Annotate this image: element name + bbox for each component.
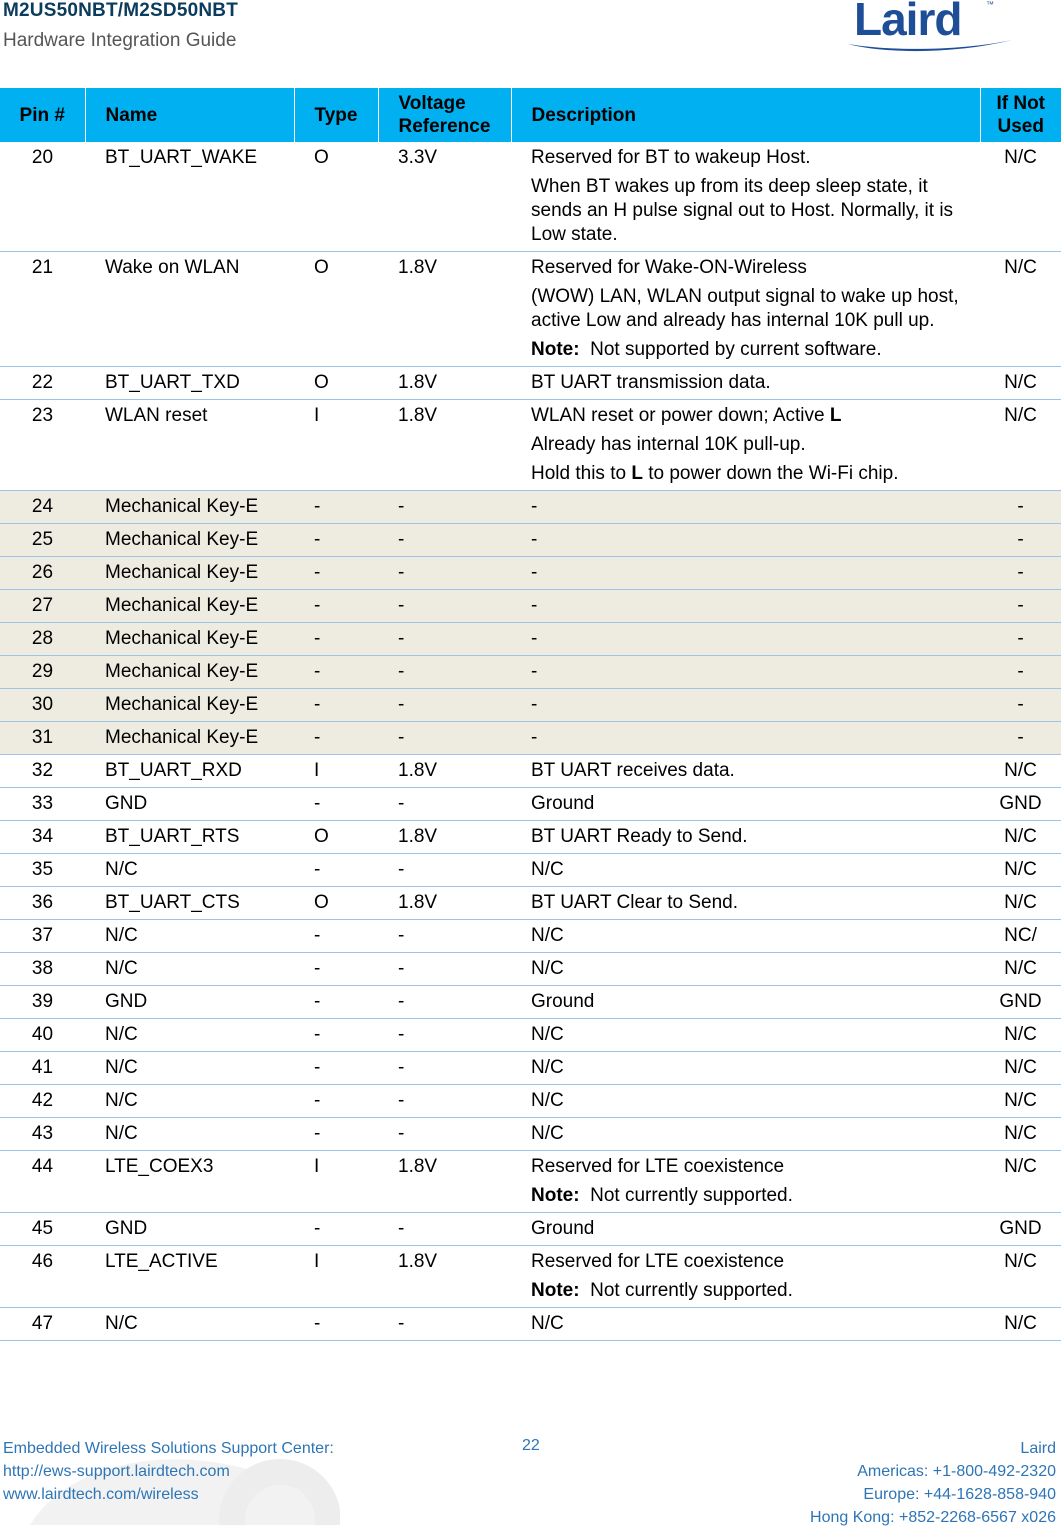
cell-type: - (294, 557, 378, 590)
cell-voltage: 1.8V (378, 887, 511, 920)
cell-if-not-used: N/C (980, 887, 1061, 920)
cell-type: - (294, 788, 378, 821)
table-row (0, 1246, 1061, 1308)
cell-description (511, 953, 980, 986)
cell-type: - (294, 590, 378, 623)
cell-voltage: 1.8V (378, 1246, 511, 1308)
page-number: 22 (522, 1437, 540, 1454)
col-header-if-not-used: If Not Used (980, 88, 1061, 142)
cell-type: O (294, 367, 378, 400)
cell-description (511, 755, 980, 788)
cell-description (511, 689, 980, 722)
cell-description (511, 491, 980, 524)
cell-name: Mechanical Key-E (85, 722, 294, 755)
cell-if-not-used: N/C (980, 367, 1061, 400)
cell-if-not-used: N/C (980, 1151, 1061, 1213)
desc-line: - (531, 562, 538, 583)
document-title: M2US50NBT/M2SD50NBT (3, 0, 239, 21)
table-row (0, 252, 1061, 367)
cell-if-not-used: - (980, 491, 1061, 524)
cell-pin: 43 (0, 1118, 85, 1151)
cell-name: Mechanical Key-E (85, 590, 294, 623)
footer-europe: Europe: +44-1628-858-940 (863, 1486, 1056, 1503)
cell-if-not-used: N/C (980, 1308, 1061, 1341)
cell-pin: 45 (0, 1213, 85, 1246)
cell-name: N/C (85, 1308, 294, 1341)
footer-right (810, 1437, 1056, 1529)
cell-name: GND (85, 986, 294, 1019)
table-row (0, 689, 1061, 722)
desc-line: BT UART receives data. (531, 760, 735, 781)
cell-description (511, 1213, 980, 1246)
table-row (0, 1085, 1061, 1118)
cell-if-not-used: GND (980, 986, 1061, 1019)
table-row (0, 1019, 1061, 1052)
desc-line: Reserved for LTE coexistence (531, 1251, 785, 1272)
cell-voltage: - (378, 623, 511, 656)
desc-line: Reserved for Wake-ON-Wireless (531, 257, 807, 278)
desc-line (531, 462, 980, 486)
cell-voltage: 1.8V (378, 400, 511, 491)
desc-line: N/C (531, 1024, 564, 1045)
desc-line: Ground (531, 793, 595, 814)
col-header-name: Name (85, 88, 294, 142)
cell-type: - (294, 491, 378, 524)
desc-line: - (531, 595, 538, 616)
cell-if-not-used: N/C (980, 142, 1061, 252)
footer-americas: Americas: +1-800-492-2320 (857, 1463, 1056, 1480)
note-text: Not currently supported. (590, 1185, 793, 1206)
pin-table (0, 88, 1061, 1341)
cell-voltage: - (378, 524, 511, 557)
cell-voltage: 1.8V (378, 1151, 511, 1213)
table-row (0, 623, 1061, 656)
cell-if-not-used: - (980, 524, 1061, 557)
cell-type: O (294, 142, 378, 252)
cell-name: Mechanical Key-E (85, 524, 294, 557)
cell-pin: 22 (0, 367, 85, 400)
cell-pin: 27 (0, 590, 85, 623)
cell-voltage: - (378, 788, 511, 821)
cell-description (511, 400, 980, 491)
cell-type: O (294, 821, 378, 854)
cell-description (511, 1118, 980, 1151)
cell-if-not-used: - (980, 656, 1061, 689)
cell-type: I (294, 400, 378, 491)
cell-type: - (294, 986, 378, 1019)
desc-line: Already has internal 10K pull-up. (531, 434, 806, 455)
cell-name: N/C (85, 1052, 294, 1085)
footer-hongkong: Hong Kong: +852-2268-6567 x026 (810, 1509, 1056, 1526)
cell-type: - (294, 1213, 378, 1246)
logo-trademark: ™ (986, 0, 994, 9)
table-header-row (0, 88, 1061, 142)
cell-if-not-used: - (980, 722, 1061, 755)
cell-name: Mechanical Key-E (85, 689, 294, 722)
cell-name: Mechanical Key-E (85, 491, 294, 524)
cell-name: Mechanical Key-E (85, 656, 294, 689)
cell-voltage: - (378, 986, 511, 1019)
desc-line: N/C (531, 958, 564, 979)
cell-pin: 32 (0, 755, 85, 788)
desc-line (531, 405, 841, 426)
desc-line: Ground (531, 1218, 595, 1239)
cell-description (511, 1052, 980, 1085)
cell-description (511, 252, 980, 367)
cell-if-not-used: N/C (980, 252, 1061, 367)
col-header-pin: Pin # (0, 88, 85, 142)
cell-description (511, 656, 980, 689)
cell-description (511, 986, 980, 1019)
cell-voltage: - (378, 1019, 511, 1052)
cell-voltage: 1.8V (378, 367, 511, 400)
cell-pin: 24 (0, 491, 85, 524)
cell-voltage: - (378, 953, 511, 986)
desc-note (531, 1279, 980, 1303)
cell-voltage: - (378, 1308, 511, 1341)
cell-name: N/C (85, 1085, 294, 1118)
cell-voltage: - (378, 920, 511, 953)
table-row (0, 854, 1061, 887)
logo-text: Laird (854, 0, 962, 45)
cell-description (511, 557, 980, 590)
desc-line: (WOW) LAN, WLAN output signal to wake up host, active Low and already has internal 10K pull up. (531, 286, 959, 331)
cell-voltage: - (378, 1085, 511, 1118)
cell-name: BT_UART_RTS (85, 821, 294, 854)
cell-name: N/C (85, 953, 294, 986)
note-text: Not currently supported. (590, 1280, 793, 1301)
cell-pin: 31 (0, 722, 85, 755)
cell-voltage: - (378, 1052, 511, 1085)
cell-name: BT_UART_RXD (85, 755, 294, 788)
cell-voltage: - (378, 689, 511, 722)
cell-if-not-used: N/C (980, 953, 1061, 986)
cell-pin: 41 (0, 1052, 85, 1085)
table-row (0, 887, 1061, 920)
cell-if-not-used: GND (980, 788, 1061, 821)
footer-website-link[interactable]: www.lairdtech.com/wireless (3, 1486, 199, 1503)
desc-line: - (531, 694, 538, 715)
cell-voltage: - (378, 722, 511, 755)
cell-type: - (294, 854, 378, 887)
desc-line: Reserved for LTE coexistence (531, 1156, 785, 1177)
cell-name: N/C (85, 920, 294, 953)
cell-pin: 30 (0, 689, 85, 722)
cell-if-not-used: N/C (980, 1019, 1061, 1052)
table-row (0, 788, 1061, 821)
desc-line: - (531, 661, 538, 682)
table-row (0, 656, 1061, 689)
cell-type: - (294, 656, 378, 689)
col-header-description: Description (511, 88, 980, 142)
cell-description (511, 1151, 980, 1213)
laird-logo (846, 0, 1016, 58)
note-label: Note: (531, 1185, 580, 1206)
cell-description (511, 1019, 980, 1052)
desc-line: Reserved for BT to wakeup Host. (531, 147, 811, 168)
desc-line: BT UART Ready to Send. (531, 826, 748, 847)
cell-description (511, 854, 980, 887)
table-row (0, 920, 1061, 953)
cell-name: BT_UART_CTS (85, 887, 294, 920)
cell-name: N/C (85, 1019, 294, 1052)
cell-name: GND (85, 788, 294, 821)
cell-description (511, 590, 980, 623)
table-row (0, 755, 1061, 788)
desc-line: BT UART transmission data. (531, 372, 771, 393)
cell-pin: 36 (0, 887, 85, 920)
table-row (0, 400, 1061, 491)
table-row (0, 491, 1061, 524)
cell-type: - (294, 1019, 378, 1052)
cell-voltage: - (378, 854, 511, 887)
cell-if-not-used: N/C (980, 1085, 1061, 1118)
cell-type: - (294, 524, 378, 557)
cell-description (511, 524, 980, 557)
cell-type: - (294, 722, 378, 755)
cell-pin: 40 (0, 1019, 85, 1052)
table-row (0, 821, 1061, 854)
table-row (0, 986, 1061, 1019)
cell-name: N/C (85, 854, 294, 887)
table-row (0, 524, 1061, 557)
cell-voltage: - (378, 590, 511, 623)
col-header-type: Type (294, 88, 378, 142)
desc-bold: L (631, 463, 643, 484)
cell-if-not-used: N/C (980, 821, 1061, 854)
desc-line: N/C (531, 1057, 564, 1078)
cell-description (511, 722, 980, 755)
note-label: Note: (531, 339, 580, 360)
footer-support-link[interactable]: http://ews-support.lairdtech.com (3, 1463, 230, 1480)
table-row (0, 953, 1061, 986)
cell-name: Mechanical Key-E (85, 557, 294, 590)
table-row (0, 722, 1061, 755)
table-row (0, 1052, 1061, 1085)
table-row (0, 1213, 1061, 1246)
cell-voltage: 1.8V (378, 755, 511, 788)
note-label: Note: (531, 1280, 580, 1301)
cell-pin: 28 (0, 623, 85, 656)
cell-type: - (294, 1118, 378, 1151)
cell-pin: 20 (0, 142, 85, 252)
cell-pin: 33 (0, 788, 85, 821)
cell-type: - (294, 1308, 378, 1341)
cell-description (511, 920, 980, 953)
cell-if-not-used: N/C (980, 1052, 1061, 1085)
cell-type: I (294, 1151, 378, 1213)
cell-type: I (294, 1246, 378, 1308)
table-row (0, 142, 1061, 252)
cell-name: BT_UART_WAKE (85, 142, 294, 252)
cell-if-not-used: N/C (980, 854, 1061, 887)
cell-name: WLAN reset (85, 400, 294, 491)
desc-line: N/C (531, 1123, 564, 1144)
cell-type: O (294, 252, 378, 367)
cell-if-not-used: - (980, 689, 1061, 722)
cell-description (511, 788, 980, 821)
desc-line: - (531, 529, 538, 550)
table-row (0, 590, 1061, 623)
desc-line: - (531, 727, 538, 748)
cell-pin: 47 (0, 1308, 85, 1341)
desc-line: - (531, 628, 538, 649)
cell-description (511, 367, 980, 400)
desc-line: N/C (531, 1090, 564, 1111)
cell-voltage: - (378, 1118, 511, 1151)
cell-if-not-used: N/C (980, 1246, 1061, 1308)
cell-type: - (294, 1052, 378, 1085)
cell-description (511, 821, 980, 854)
footer-left (3, 1437, 334, 1506)
cell-pin: 44 (0, 1151, 85, 1213)
desc-note (531, 1184, 980, 1208)
cell-if-not-used: GND (980, 1213, 1061, 1246)
cell-type: - (294, 689, 378, 722)
cell-pin: 26 (0, 557, 85, 590)
cell-description (511, 1085, 980, 1118)
desc-text: to power down the Wi-Fi chip. (642, 463, 899, 484)
cell-type: - (294, 623, 378, 656)
desc-line: N/C (531, 859, 564, 880)
desc-line: BT UART Clear to Send. (531, 892, 738, 913)
cell-if-not-used: - (980, 623, 1061, 656)
cell-voltage: - (378, 656, 511, 689)
cell-if-not-used: N/C (980, 400, 1061, 491)
cell-pin: 37 (0, 920, 85, 953)
footer-company: Laird (1020, 1440, 1056, 1457)
cell-voltage: 3.3V (378, 142, 511, 252)
cell-pin: 23 (0, 400, 85, 491)
desc-line: - (531, 496, 538, 517)
cell-description (511, 1308, 980, 1341)
table-row (0, 1151, 1061, 1213)
cell-pin: 46 (0, 1246, 85, 1308)
note-text: Not supported by current software. (590, 339, 882, 360)
table-row (0, 557, 1061, 590)
cell-name: N/C (85, 1118, 294, 1151)
desc-line: Ground (531, 991, 595, 1012)
cell-type: - (294, 920, 378, 953)
cell-if-not-used: N/C (980, 755, 1061, 788)
cell-voltage: - (378, 491, 511, 524)
cell-pin: 42 (0, 1085, 85, 1118)
cell-pin: 34 (0, 821, 85, 854)
cell-name: LTE_COEX3 (85, 1151, 294, 1213)
cell-name: GND (85, 1213, 294, 1246)
cell-voltage: 1.8V (378, 252, 511, 367)
cell-description (511, 887, 980, 920)
cell-type: - (294, 1085, 378, 1118)
cell-name: Mechanical Key-E (85, 623, 294, 656)
cell-type: I (294, 755, 378, 788)
cell-description (511, 623, 980, 656)
cell-pin: 35 (0, 854, 85, 887)
table-row (0, 1308, 1061, 1341)
desc-bold: L (829, 405, 842, 426)
cell-type: O (294, 887, 378, 920)
desc-text: WLAN reset or power down; Active (531, 405, 830, 426)
cell-pin: 29 (0, 656, 85, 689)
cell-pin: 21 (0, 252, 85, 367)
cell-description (511, 1246, 980, 1308)
desc-note (531, 338, 980, 362)
desc-text: Hold this to (531, 463, 632, 484)
cell-pin: 38 (0, 953, 85, 986)
desc-line: When BT wakes up from its deep sleep state, it sends an H pulse signal out to Host. Normally, it is Low state. (531, 176, 954, 245)
cell-if-not-used: - (980, 590, 1061, 623)
cell-pin: 25 (0, 524, 85, 557)
cell-if-not-used: NC/ (980, 920, 1061, 953)
cell-name: BT_UART_TXD (85, 367, 294, 400)
cell-voltage: - (378, 557, 511, 590)
table-row (0, 367, 1061, 400)
cell-description (511, 142, 980, 252)
cell-pin: 39 (0, 986, 85, 1019)
footer-support-label: Embedded Wireless Solutions Support Center: (3, 1440, 334, 1457)
table-row (0, 1118, 1061, 1151)
cell-name: Wake on WLAN (85, 252, 294, 367)
desc-line: N/C (531, 1313, 564, 1334)
cell-name: LTE_ACTIVE (85, 1246, 294, 1308)
cell-if-not-used: - (980, 557, 1061, 590)
cell-voltage: - (378, 1213, 511, 1246)
col-header-voltage: Voltage Reference (378, 88, 511, 142)
document-subtitle: Hardware Integration Guide (3, 30, 237, 51)
cell-type: - (294, 953, 378, 986)
cell-voltage: 1.8V (378, 821, 511, 854)
cell-if-not-used: N/C (980, 1118, 1061, 1151)
desc-line: N/C (531, 925, 564, 946)
